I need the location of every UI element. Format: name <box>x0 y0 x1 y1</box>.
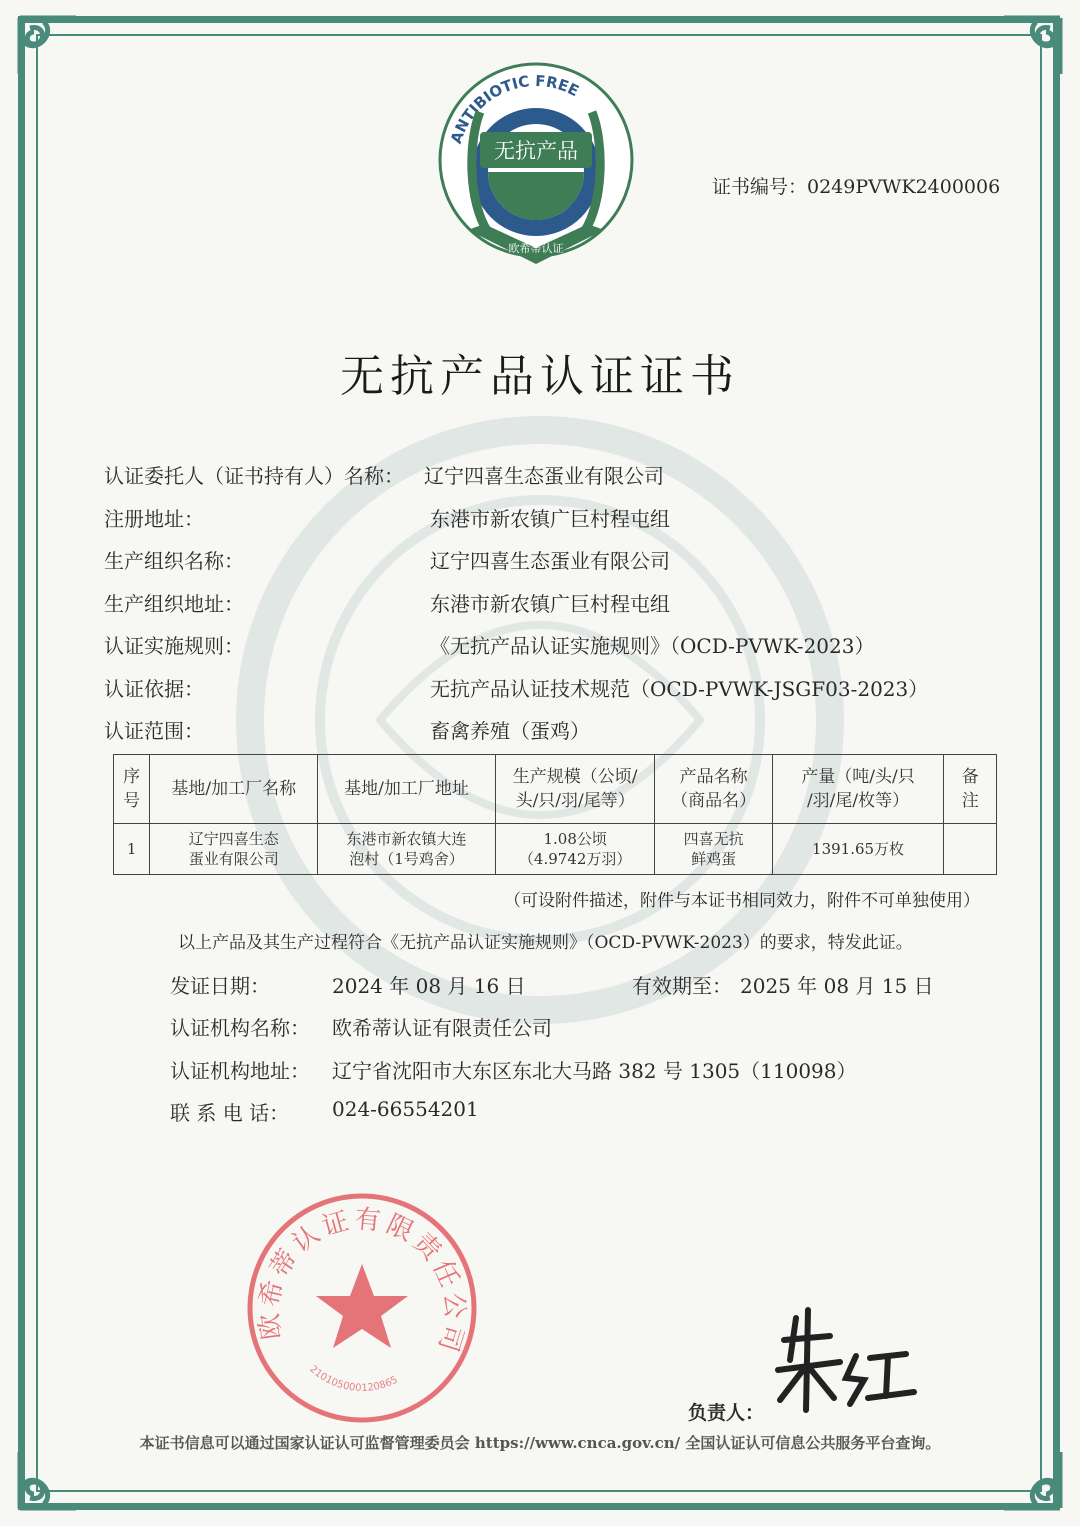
column-header: 基地/加工厂地址 <box>318 755 496 824</box>
corner-ornament <box>984 14 1064 94</box>
registered-address-value: 东港市新农镇广巨村程屯组 <box>430 507 670 531</box>
column-header: 备 注 <box>944 755 997 824</box>
registered-address-label: 注册地址： <box>104 507 204 531</box>
certification-basis-value: 无抗产品认证技术规范（OCD-PVWK-JSGF03-2023） <box>430 677 929 701</box>
svg-text:无抗产品: 无抗产品 <box>494 139 578 163</box>
corner-ornament <box>16 14 96 94</box>
producer-address-label: 生产组织地址： <box>104 592 244 616</box>
column-header: 序 号 <box>114 755 150 824</box>
certification-scope-label: 认证范围： <box>104 719 204 743</box>
certification-basis-label: 认证依据： <box>104 677 204 701</box>
table-row <box>114 824 997 875</box>
svg-text:210105000120865: 210105000120865 <box>307 1363 400 1394</box>
producer-name-label: 生产组织名称： <box>104 549 244 573</box>
valid-until-value: 2025 年 08 月 15 日 <box>740 974 934 998</box>
table-cell: 1.08公顷 （4.9742万羽） <box>495 824 655 875</box>
table-cell <box>944 824 997 875</box>
certificate-number: 证书编号：0249PVWK2400006 <box>712 176 1001 198</box>
certification-body-address-label: 认证机构地址： <box>170 1059 310 1083</box>
attachment-note: （可设附件描述，附件与本证书相同效力，附件不可单独使用） <box>504 891 980 911</box>
implementation-rules-value: 《无抗产品认证实施规则》（OCD-PVWK-2023） <box>430 634 875 658</box>
phone-value: 024-66554201 <box>332 1097 479 1121</box>
phone-label: 联 系 电 话： <box>170 1101 290 1125</box>
handwritten-signature <box>770 1300 920 1420</box>
certificate-title: 无抗产品认证证书 <box>340 351 740 402</box>
table-cell: 1391.65万枚 <box>772 824 944 875</box>
column-header: 生产规模（公顷/ 头/只/羽/尾等） <box>495 755 655 824</box>
producer-name-value: 辽宁四喜生态蛋业有限公司 <box>430 549 670 573</box>
svg-text:欧希蒂认证有限责任公司: 欧希蒂认证有限责任公司 <box>253 1204 470 1359</box>
table-cell: 东港市新农镇大连 泡村（1号鸡舍） <box>318 824 496 875</box>
certification-body-name-value: 欧希蒂认证有限责任公司 <box>332 1016 552 1040</box>
antibiotic-free-logo <box>428 52 644 272</box>
verification-footer: 本证书信息可以通过国家认证认可监督管理委员会 https://www.cnca.gov.cn/ 全国认证认可信息公共服务平台查询。 <box>139 1434 941 1452</box>
holder-name-label: 认证委托人（证书持有人）名称： <box>104 464 404 488</box>
table-cell: 四喜无抗 鲜鸡蛋 <box>655 824 772 875</box>
svg-text:欧希蒂认证: 欧希蒂认证 <box>508 242 564 255</box>
table-cell: 1 <box>114 824 150 875</box>
producer-address-value: 东港市新农镇广巨村程屯组 <box>430 592 670 616</box>
column-header: 产品名称 （商品名） <box>655 755 772 824</box>
certification-body-name-label: 认证机构名称： <box>170 1016 310 1040</box>
table-header-row <box>114 755 997 824</box>
valid-until-label: 有效期至： <box>632 974 732 998</box>
holder-name-value: 辽宁四喜生态蛋业有限公司 <box>424 464 664 488</box>
issue-date-label: 发证日期： <box>170 974 270 998</box>
production-base-table <box>113 754 997 875</box>
svg-text:ANTIBIOTIC FREE: ANTIBIOTIC FREE <box>446 71 582 146</box>
column-header: 产量（吨/头/只 /羽/尾/枚等） <box>772 755 944 824</box>
certification-body-address-value: 辽宁省沈阳市大东区东北大马路 382 号 1305（110098） <box>332 1059 857 1083</box>
column-header: 基地/加工厂名称 <box>150 755 318 824</box>
issue-date-value: 2024 年 08 月 16 日 <box>332 974 526 998</box>
responsible-person-label: 负责人： <box>688 1402 765 1424</box>
certification-scope-value: 畜禽养殖（蛋鸡） <box>430 719 590 743</box>
implementation-rules-label: 认证实施规则： <box>104 634 244 658</box>
conformity-statement: 以上产品及其生产过程符合《无抗产品认证实施规则》（OCD-PVWK-2023）的要求，特发此证。 <box>178 933 913 953</box>
official-seal <box>242 1188 482 1428</box>
table-cell: 辽宁四喜生态 蛋业有限公司 <box>150 824 318 875</box>
